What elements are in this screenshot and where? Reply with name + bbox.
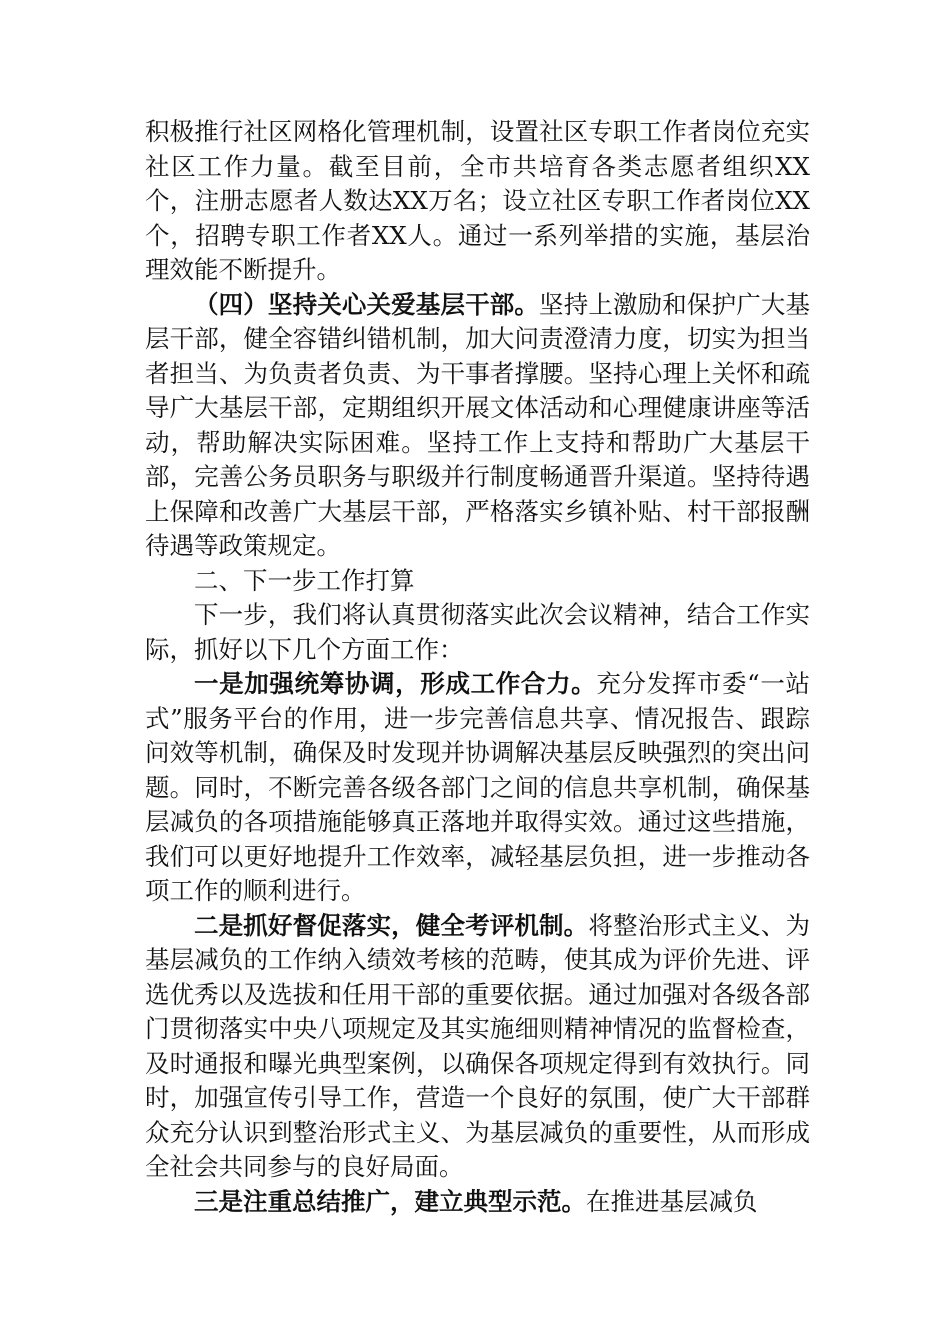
item-two-lead: 二是抓好督促落实，健全考评机制。 [194,910,589,940]
section-four-lead: （四）坚持关心关爱基层干部。 [194,289,540,319]
document-page [145,115,810,1219]
next-steps-intro [145,598,810,667]
next-steps-intro-text: 下一步，我们将认真贯彻落实此次会议精神，结合工作实际，抓好以下几个方面工作： [145,600,810,664]
item-two-body: 将整治形式主义、为基层减负的工作纳入绩效考核的范畴，使其成为评价先进、评选优秀以及选拔和任用干部的重要依据。通过加强对各级各部门贯彻落实中央八项规定及其实施细则精神情况的监督检查，及时通报和曝光典型案例，以确保各项规定得到有效执行。同时，加强宣传引导工作，营造一个良好的氛围，使广大干部群众充分认识到整治形式主义、为基层减负的重要性，从而形成全社会共同参与的良好局面。 [145,910,811,1181]
intro-paragraph [145,115,810,288]
intro-text: 积极推行社区网格化管理机制，设置社区专职工作者岗位充实社区工作力量。截至目前，全市共培育各类志愿者组织XX个，注册志愿者人数达XX万名；设立社区专职工作者岗位XX个，招聘专职工作者XX人。通过一系列举措的实施，基层治理效能不断提升。 [145,117,810,284]
item-two-paragraph [145,909,810,1185]
item-three-lead: 三是注重总结推广，建立典型示范。 [194,1186,586,1216]
section-two-heading: 二、下一步工作打算 [194,565,415,595]
item-one-body: 充分发挥市委“一站式”服务平台的作用，进一步完善信息共享、情况报告、跟踪问效等机制，确保及时发现并协调解决基层反映强烈的突出问题。同时，不断完善各级各部门之间的信息共享机制，确保基层减负的各项措施能够真正落地并取得实效。通过这些措施，我们可以更好地提升工作效率，减轻基层负担，进一步推动各项工作的顺利进行。 [145,669,810,905]
item-three-paragraph [145,1185,810,1220]
item-three-body: 在推进基层减负 [586,1186,758,1216]
item-one-lead: 一是加强统筹协调，形成工作合力。 [194,669,597,698]
section-four-body: 坚持上激励和保护广大基层干部，健全容错纠错机制，加大问责澄清力度，切实为担当者担当、为负责者负责、为干事者撑腰。坚持心理上关怀和疏导广大基层干部，定期组织开展文体活动和心理健康讲座等活动，帮助解决实际困难。坚持工作上支持和帮助广大基层干部，完善公务员职务与职级并行制度畅通晋升渠道。坚持待遇上保障和改善广大基层干部，严格落实乡镇补贴、村干部报酬待遇等政策规定。 [145,289,811,560]
item-one-paragraph [145,667,810,909]
section-four-paragraph [145,288,810,564]
